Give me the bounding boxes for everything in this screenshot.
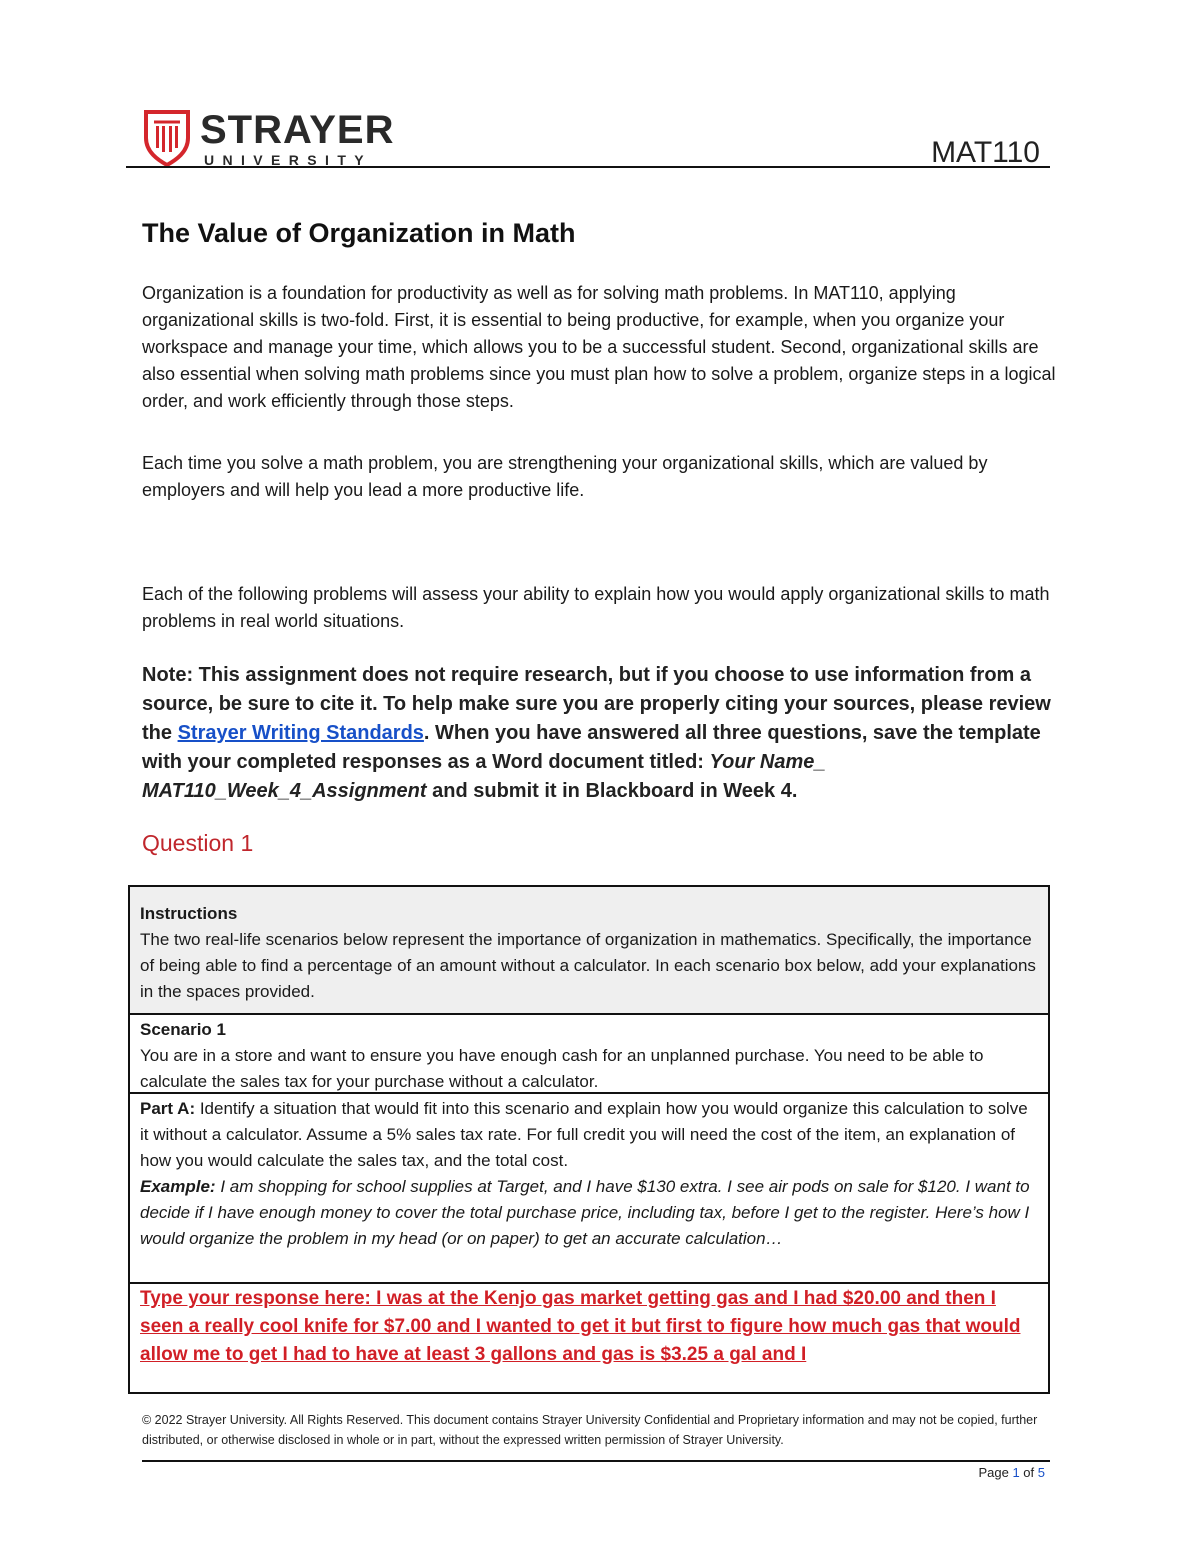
strayer-logo [142,108,395,168]
instructions-label: Instructions [140,904,238,923]
scenario-label: Scenario 1 [140,1020,226,1039]
example-label: Example: [140,1177,216,1196]
document-title-format: Your Name_ MAT110_Week_4_Assignment [142,751,826,802]
instructions-cell [130,887,1048,1015]
note-text-start: Note: This assignment does not require research, but if you choose to use information from a source, be sure to cite it. To help make sure you are properly citing your sources, please review the [142,664,1051,744]
page-label: Page [978,1465,1009,1480]
page-total: 5 [1037,1465,1045,1480]
page-of: of [1023,1465,1035,1480]
instructions-text: The two real-life scenarios below represent the importance of organization in mathematics. Specifically, the importance of being able to find a percentage of an amount without a calculator. In each scenario box below, add your explanations in the spaces provided. [140,930,1036,1001]
logo-wordmark: STRAYER [200,108,395,152]
part-a-cell [130,1094,1048,1284]
example-block [140,1174,1038,1252]
response-text[interactable]: Type your response here: I was at the Kenjo gas market getting gas and I had $20.00 and then I seen a really cool knife for $7.00 and I wanted to get it but first to figure how much gas that would allow me to get I had to have at least 3 gallons and gas is $3.25 a gal and I [140,1288,1021,1365]
writing-standards-link[interactable]: Strayer Writing Standards [177,722,424,744]
assessment-paragraph: Each of the following problems will assess your ability to explain how you would apply organizational skills to math problems in real world situations. [142,584,1050,631]
header-divider [126,166,1050,168]
page-number [978,1465,1045,1480]
copyright-notice: © 2022 Strayer University. All Rights Reserved. This document contains Strayer University Confidential and Proprietary information and may not be copied, further distributed, or otherwise disclosed in whole or in part, without the expressed written permission of Strayer University. [142,1413,1038,1447]
shield-icon [142,108,192,168]
scenario-cell [130,1015,1048,1094]
assignment-note [142,661,1062,806]
logo-subtitle: UNIVERSITY [204,152,373,168]
part-a-label: Part A: [140,1099,196,1118]
note-text-middle: . When you have answered all three questions, save the template with your completed responses as a Word document titled: [142,722,1041,773]
question-heading: Question 1 [142,830,254,856]
strength-paragraph: Each time you solve a math problem, you are strengthening your organizational skills, which are valued by employers and will help you lead a more productive life. [142,453,988,500]
response-cell[interactable] [130,1284,1048,1392]
intro-paragraph: Organization is a foundation for productivity as well as for solving math problems. In MAT110, applying organizational skills is two-fold. First, it is essential to being productive, for example, when you organize your workspace and manage your time, which allows you to be a successful student. Second, organizational skills are also essential when solving math problems since you must plan how to solve a problem, organize steps in a logical order, and work efficiently through those steps. [142,283,1056,411]
question-table [128,885,1050,1394]
note-text-end: and submit it in Blackboard in Week 4. [426,780,798,802]
course-code: MAT110 [931,136,1040,169]
part-a-text: Identify a situation that would fit into this scenario and explain how you would organize this calculation to solve it without a calculator. Assume a 5% sales tax rate. For full credit you will need the cost of the item, an explanation of how you would calculate the sales tax, and the total cost. [140,1099,1028,1170]
page-current: 1 [1012,1465,1020,1480]
footer-divider [142,1460,1050,1462]
example-text: I am shopping for school supplies at Target, and I have $130 extra. I see air pods on sale for $120. I want to decide if I have enough money to cover the total purchase price, including tax, before I get to the register. Here’s how I would organize the problem in my head (or on paper) to get an accurate calculation… [140,1177,1030,1248]
page-title: The Value of Organization in Math [142,218,576,248]
part-a-prompt [140,1096,1038,1174]
scenario-text: You are in a store and want to ensure you have enough cash for an unplanned purchase. You need to be able to calculate the sales tax for your purchase without a calculator. [140,1046,984,1091]
